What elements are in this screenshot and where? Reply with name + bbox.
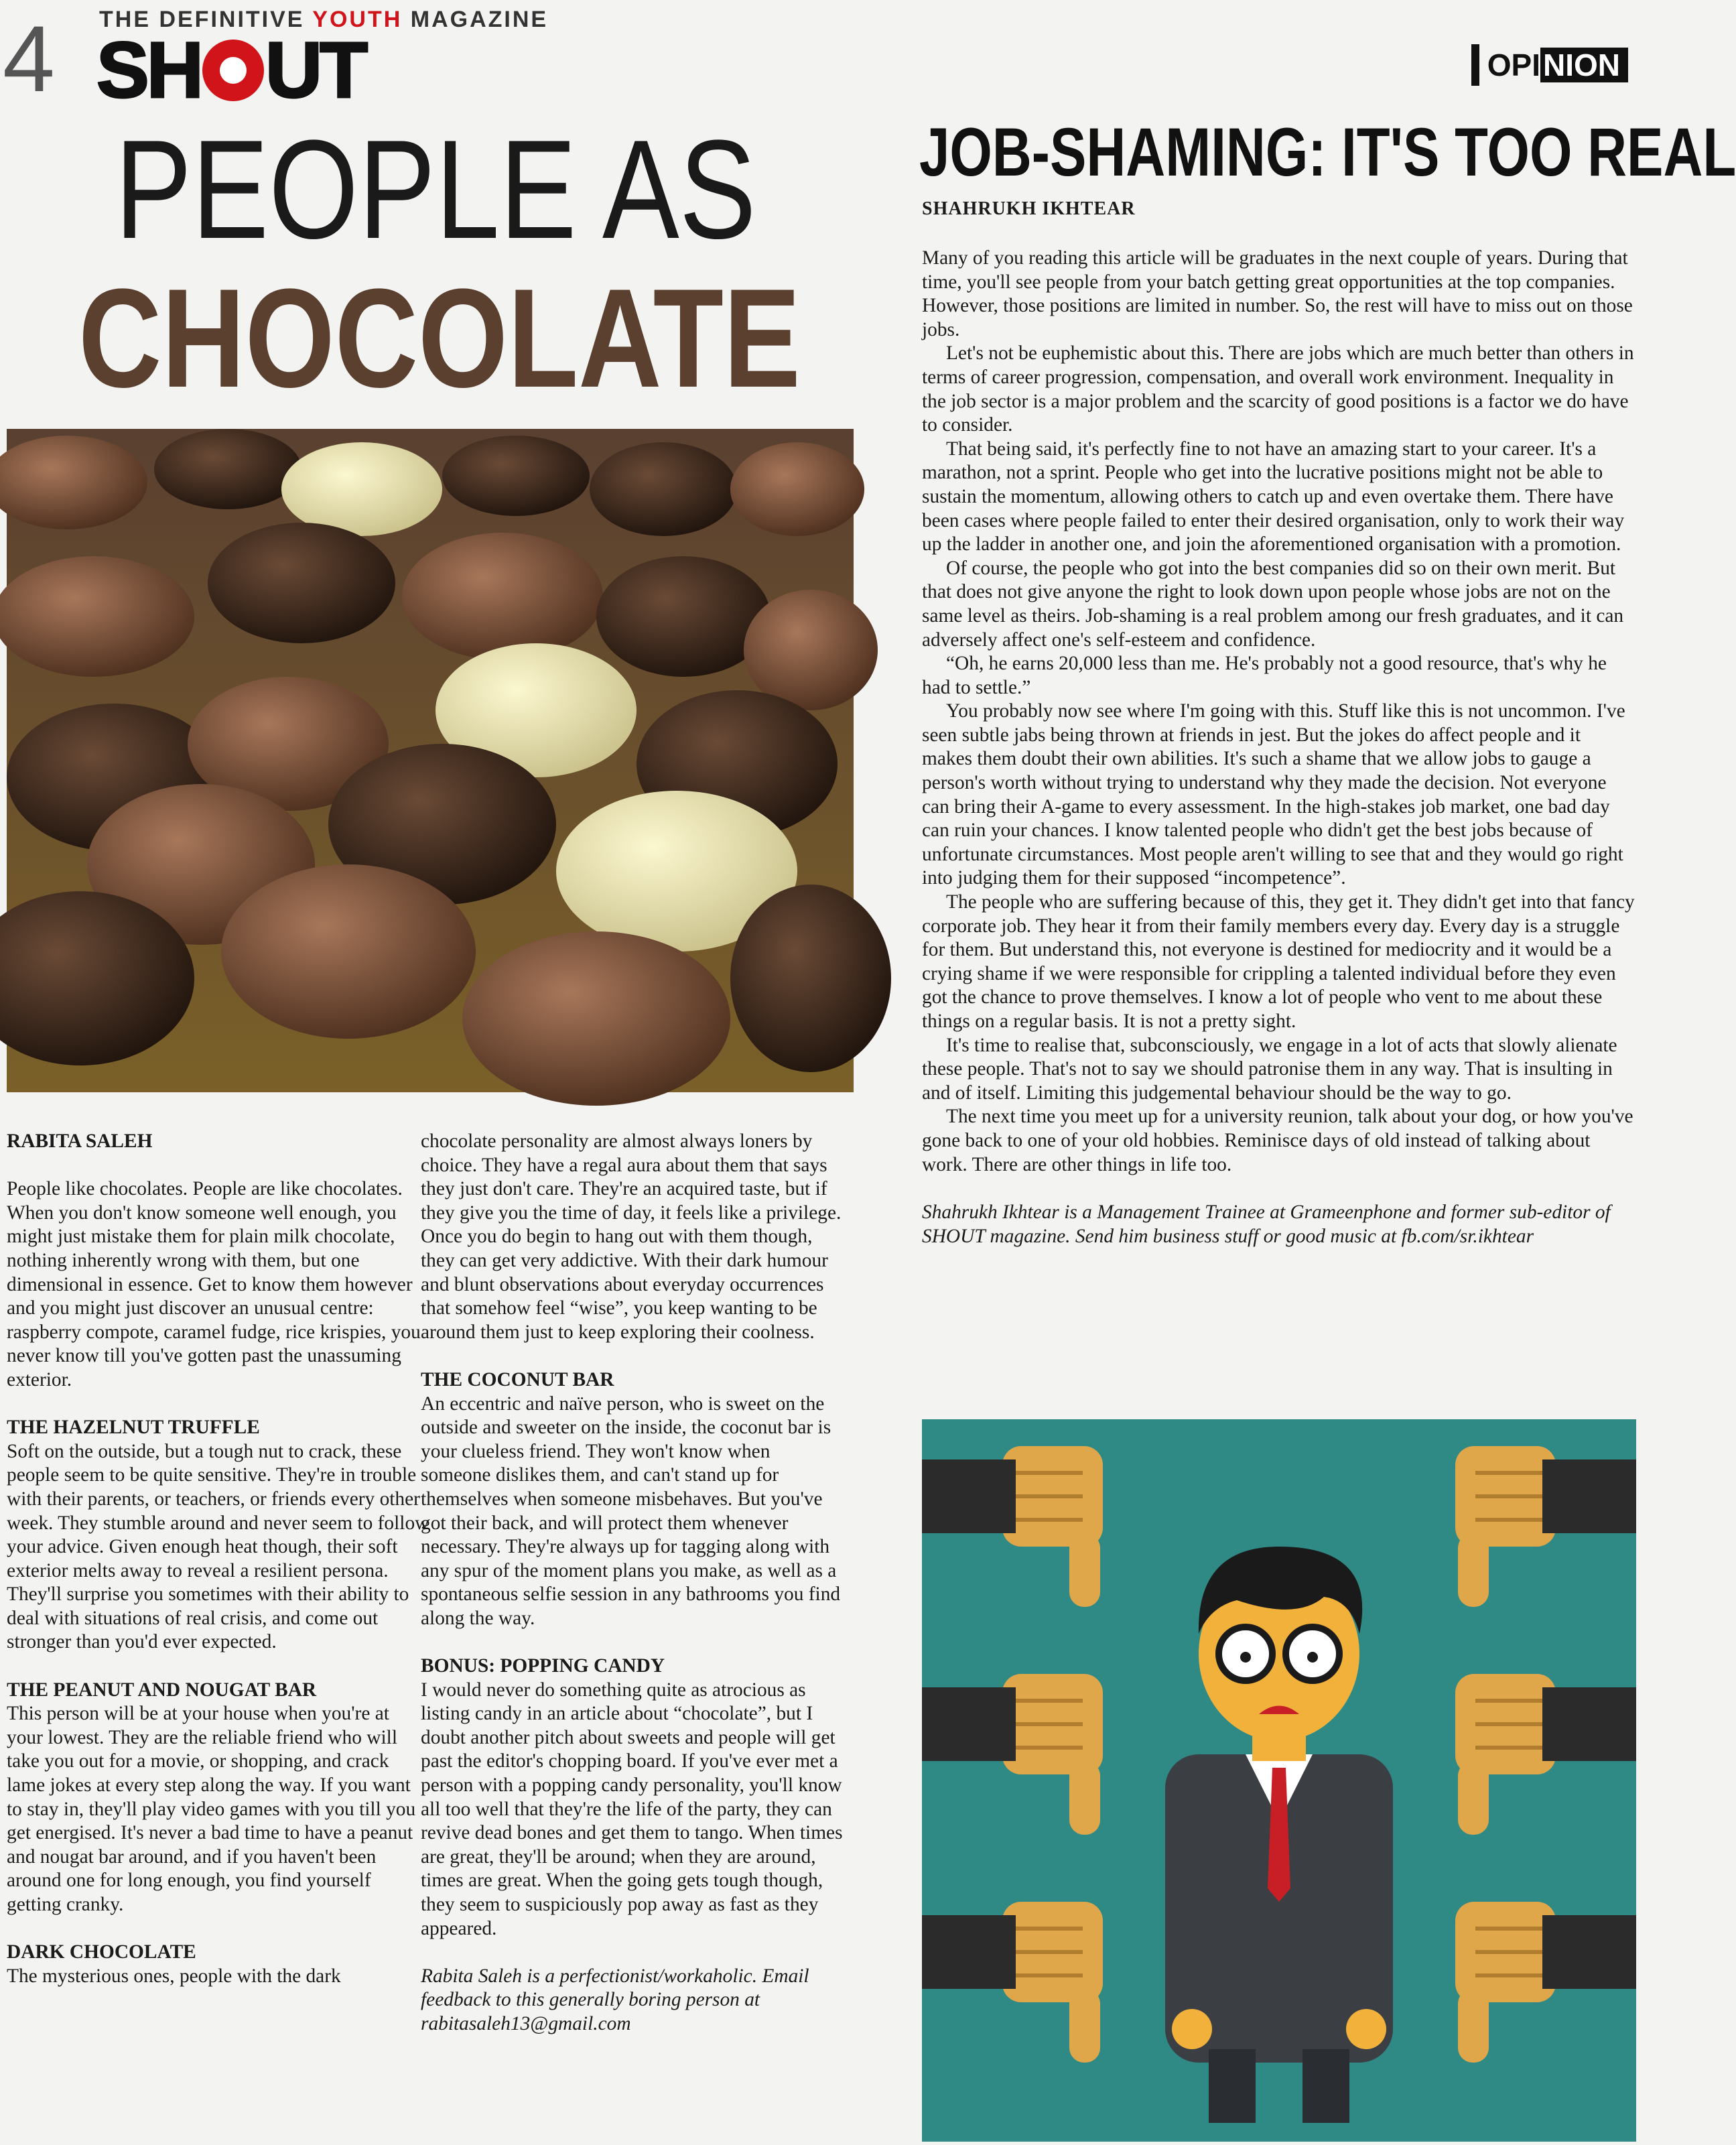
- article2-paragraph: Let's not be euphemistic about this. There are jobs which are much better than others in terms of career progression, compensation, and overall work environment. Inequality in the job sector is a major problem and the scarcity of good positions is a factor we do have to consider.: [922, 342, 1634, 436]
- tagline-accent: YOUTH: [312, 7, 403, 32]
- job-shaming-illustration: [922, 1419, 1636, 2142]
- tagline-post: MAGAZINE: [402, 7, 549, 32]
- section-peanut-heading: THE PEANUT AND NOUGAT BAR: [7, 1679, 317, 1701]
- section-label-b: NION: [1540, 48, 1628, 82]
- article2-author-bio: Shahrukh Ikhtear is a Management Trainee at Grameenphone and former sub-editor of SHOUT magazine. Send him business stuff or good music at fb.com/sr.ikhtear: [922, 1201, 1611, 1247]
- article2-title: JOB-SHAMING: IT'S TOO REAL: [919, 114, 1736, 190]
- section-dark-body-cont: chocolate personality are almost always loners by choice. They have a regal aura about them that says they just don't care. They're an acquired taste, but if they give you the time of day, it feels like a privilege. Once you do begin to hang out with them though, they can get very addictive. With their dark humour and blunt observations about everyday occurrences that somehow feel “wise”, you keep wanting to be around them just to keep exploring their coolness.: [421, 1130, 842, 1343]
- page-number: 4: [3, 6, 55, 111]
- section-coconut-heading: THE COCONUT BAR: [421, 1368, 614, 1390]
- thumbs-down-man-illustration: [922, 1419, 1636, 2142]
- article2-author: SHAHRUKH IKHTEAR: [922, 198, 1136, 219]
- article1-author: RABITA SALEH: [7, 1130, 153, 1152]
- article2-paragraph: “Oh, he earns 20,000 less than me. He's probably not a good resource, that's why he had to settle.”: [922, 653, 1607, 698]
- article1-author-bio: Rabita Saleh is a perfectionist/workaholic. Email feedback to this generally boring person at rabitasaleh13@gmail.com: [421, 1965, 809, 2034]
- article2-paragraph: Many of you reading this article will be graduates in the next couple of years. During that time, you'll see people from your batch getting great opportunities at the top companies. However, those positions are limited in number. So, the rest will have to miss out on those jobs.: [922, 247, 1633, 340]
- section-coconut-body: An eccentric and naïve person, who is sweet on the outside and sweeter on the inside, the coconut bar is your clueless friend. They won't know when someone dislikes them, and can't stand up for themselves when someone misbehaves. But you've got their back, and will protect them whenever necessary. They're always up for tagging along with any spur of the moment plans you make, as well as a spontaneous selfie session in any bathrooms you find along the way.: [421, 1392, 841, 1629]
- section-hazelnut-heading: THE HAZELNUT TRUFFLE: [7, 1417, 260, 1439]
- tagline-pre: THE DEFINITIVE: [99, 7, 313, 32]
- article1-column-left: [7, 1130, 430, 1988]
- section-dark-body-start: The mysterious ones, people with the dark: [7, 1965, 341, 1987]
- article1-title-line1: PEOPLE AS: [115, 111, 756, 268]
- chocolates-illustration: [7, 429, 854, 1092]
- section-label: [1471, 44, 1628, 86]
- section-label-a: OPI: [1487, 48, 1540, 82]
- article1-title-line2: CHOCOLATE: [78, 259, 801, 417]
- logo-target-icon: [202, 40, 264, 101]
- article2-body: [922, 247, 1635, 1248]
- article2-paragraph: Of course, the people who got into the best companies did so on their own merit. But that does not give anyone the right to look down upon people whose jobs are not on the same level as theirs. Job-shaming is a real problem among our fresh graduates, and it can adversely affect one's self-esteem and confidence.: [922, 557, 1624, 651]
- section-candy-heading: BONUS: POPPING CANDY: [421, 1655, 665, 1677]
- logo-text-start: SH: [96, 26, 201, 115]
- article2-paragraph: You probably now see where I'm going with this. Stuff like this is not uncommon. I've seen subtle jabs being thrown at friends in jest. But the jokes do affect people and it makes them doubt their own abilities. It's such a shame that we allow jobs to gauge a person's worth without trying to understand why they made the decision. Not everyone can bring their A-game to every assessment. In the high-stakes job market, one bad day can ruin your chances. I know talented people who didn't get the best jobs because of unfortunate circumstances. Most people aren't willing to see that and they would go right into judging them for their supposed “incompetence”.: [922, 700, 1625, 889]
- article2-paragraph: It's time to realise that, subconsciously, we engage in a lot of acts that slowly alienate these people. That's not to say we should patronise them in any way. That is insulting in and of itself. Limiting this judgemental behaviour should be the way to go.: [922, 1034, 1617, 1104]
- article1-intro: People like chocolates. People are like chocolates. When you don't know someone well enough, you might just mistake them for plain milk chocolate, nothing inherently wrong with them, but one dimensional in essence. Get to know them however and you might just discover an unusual centre: raspberry compote, caramel fudge, rice krispies, you never know till you've gotten past the unassuming exterior.: [7, 1178, 421, 1390]
- article2-paragraph: That being said, it's perfectly fine to not have an amazing start to your career. It's a marathon, not a sprint. People who get into the lucrative positions might not be able to sustain the momentum, allowing others to catch up and even overtake them. There have been cases where people failed to enter their desired organisation, only to work their way up the ladder in another one, and join the aforementioned organisation with a promotion.: [922, 438, 1625, 556]
- shout-logo: [96, 26, 366, 115]
- article2-paragraph: The next time you meet up for a university reunion, talk about your dog, or how you've gone back to one of your old hobbies. Reminisce days of old instead of talking about work. There are other things in life too.: [922, 1106, 1633, 1175]
- logo-text-end: UT: [265, 26, 366, 115]
- section-candy-body: I would never do something quite as atrocious as listing candy in an article about “chocolate”, but I doubt another pitch about sweets and people will get past the editor's chopping board. If you've ever met a person with a popping candy personality, you'll know all too well that they're the life of the party, they can revive dead bones and get them to tango. When times are great, they'll be around; when they are around, times are great. When the going gets tough though, they seem to suspiciously pop away as fast as they appeared.: [421, 1679, 843, 1939]
- chocolates-photo: [7, 429, 854, 1092]
- article1-column-middle: [421, 1130, 844, 2036]
- section-peanut-body: This person will be at your house when you're at your lowest. They are the reliable friend who will take you out for a movie, or shopping, and crack lame jokes at every step along the way. If you want to stay in, they'll play video games with you till you get energised. It's never a bad time to have a peanut and nougat bar around, and if you haven't been around one for long enough, you find yourself getting cranky.: [7, 1703, 416, 1915]
- section-dark-heading: DARK CHOCOLATE: [7, 1941, 196, 1963]
- section-hazelnut-body: Soft on the outside, but a tough nut to crack, these people seem to be quite sensitive. They're in trouble with their parents, or teachers, or friends every other week. They stumble around and never seem to follow your advice. Given enough heat though, their soft exterior melts away to reveal a resilient persona. They'll surprise you sometimes with their ability to deal with situations of real crisis, and come out stronger than you'd ever expected.: [7, 1440, 429, 1653]
- article2-paragraph: The people who are suffering because of this, they get it. They didn't get into that fancy corporate job. They hear it from their family members every day. Every day is a struggle for them. But understand this, not everyone is destined for mediocrity and it would be a crying shame if we were responsible for crippling a talented individual before they even got the chance to prove themselves. I know a lot of people who vent to me about these things on a regular basis. It is not a pretty sight.: [922, 891, 1635, 1032]
